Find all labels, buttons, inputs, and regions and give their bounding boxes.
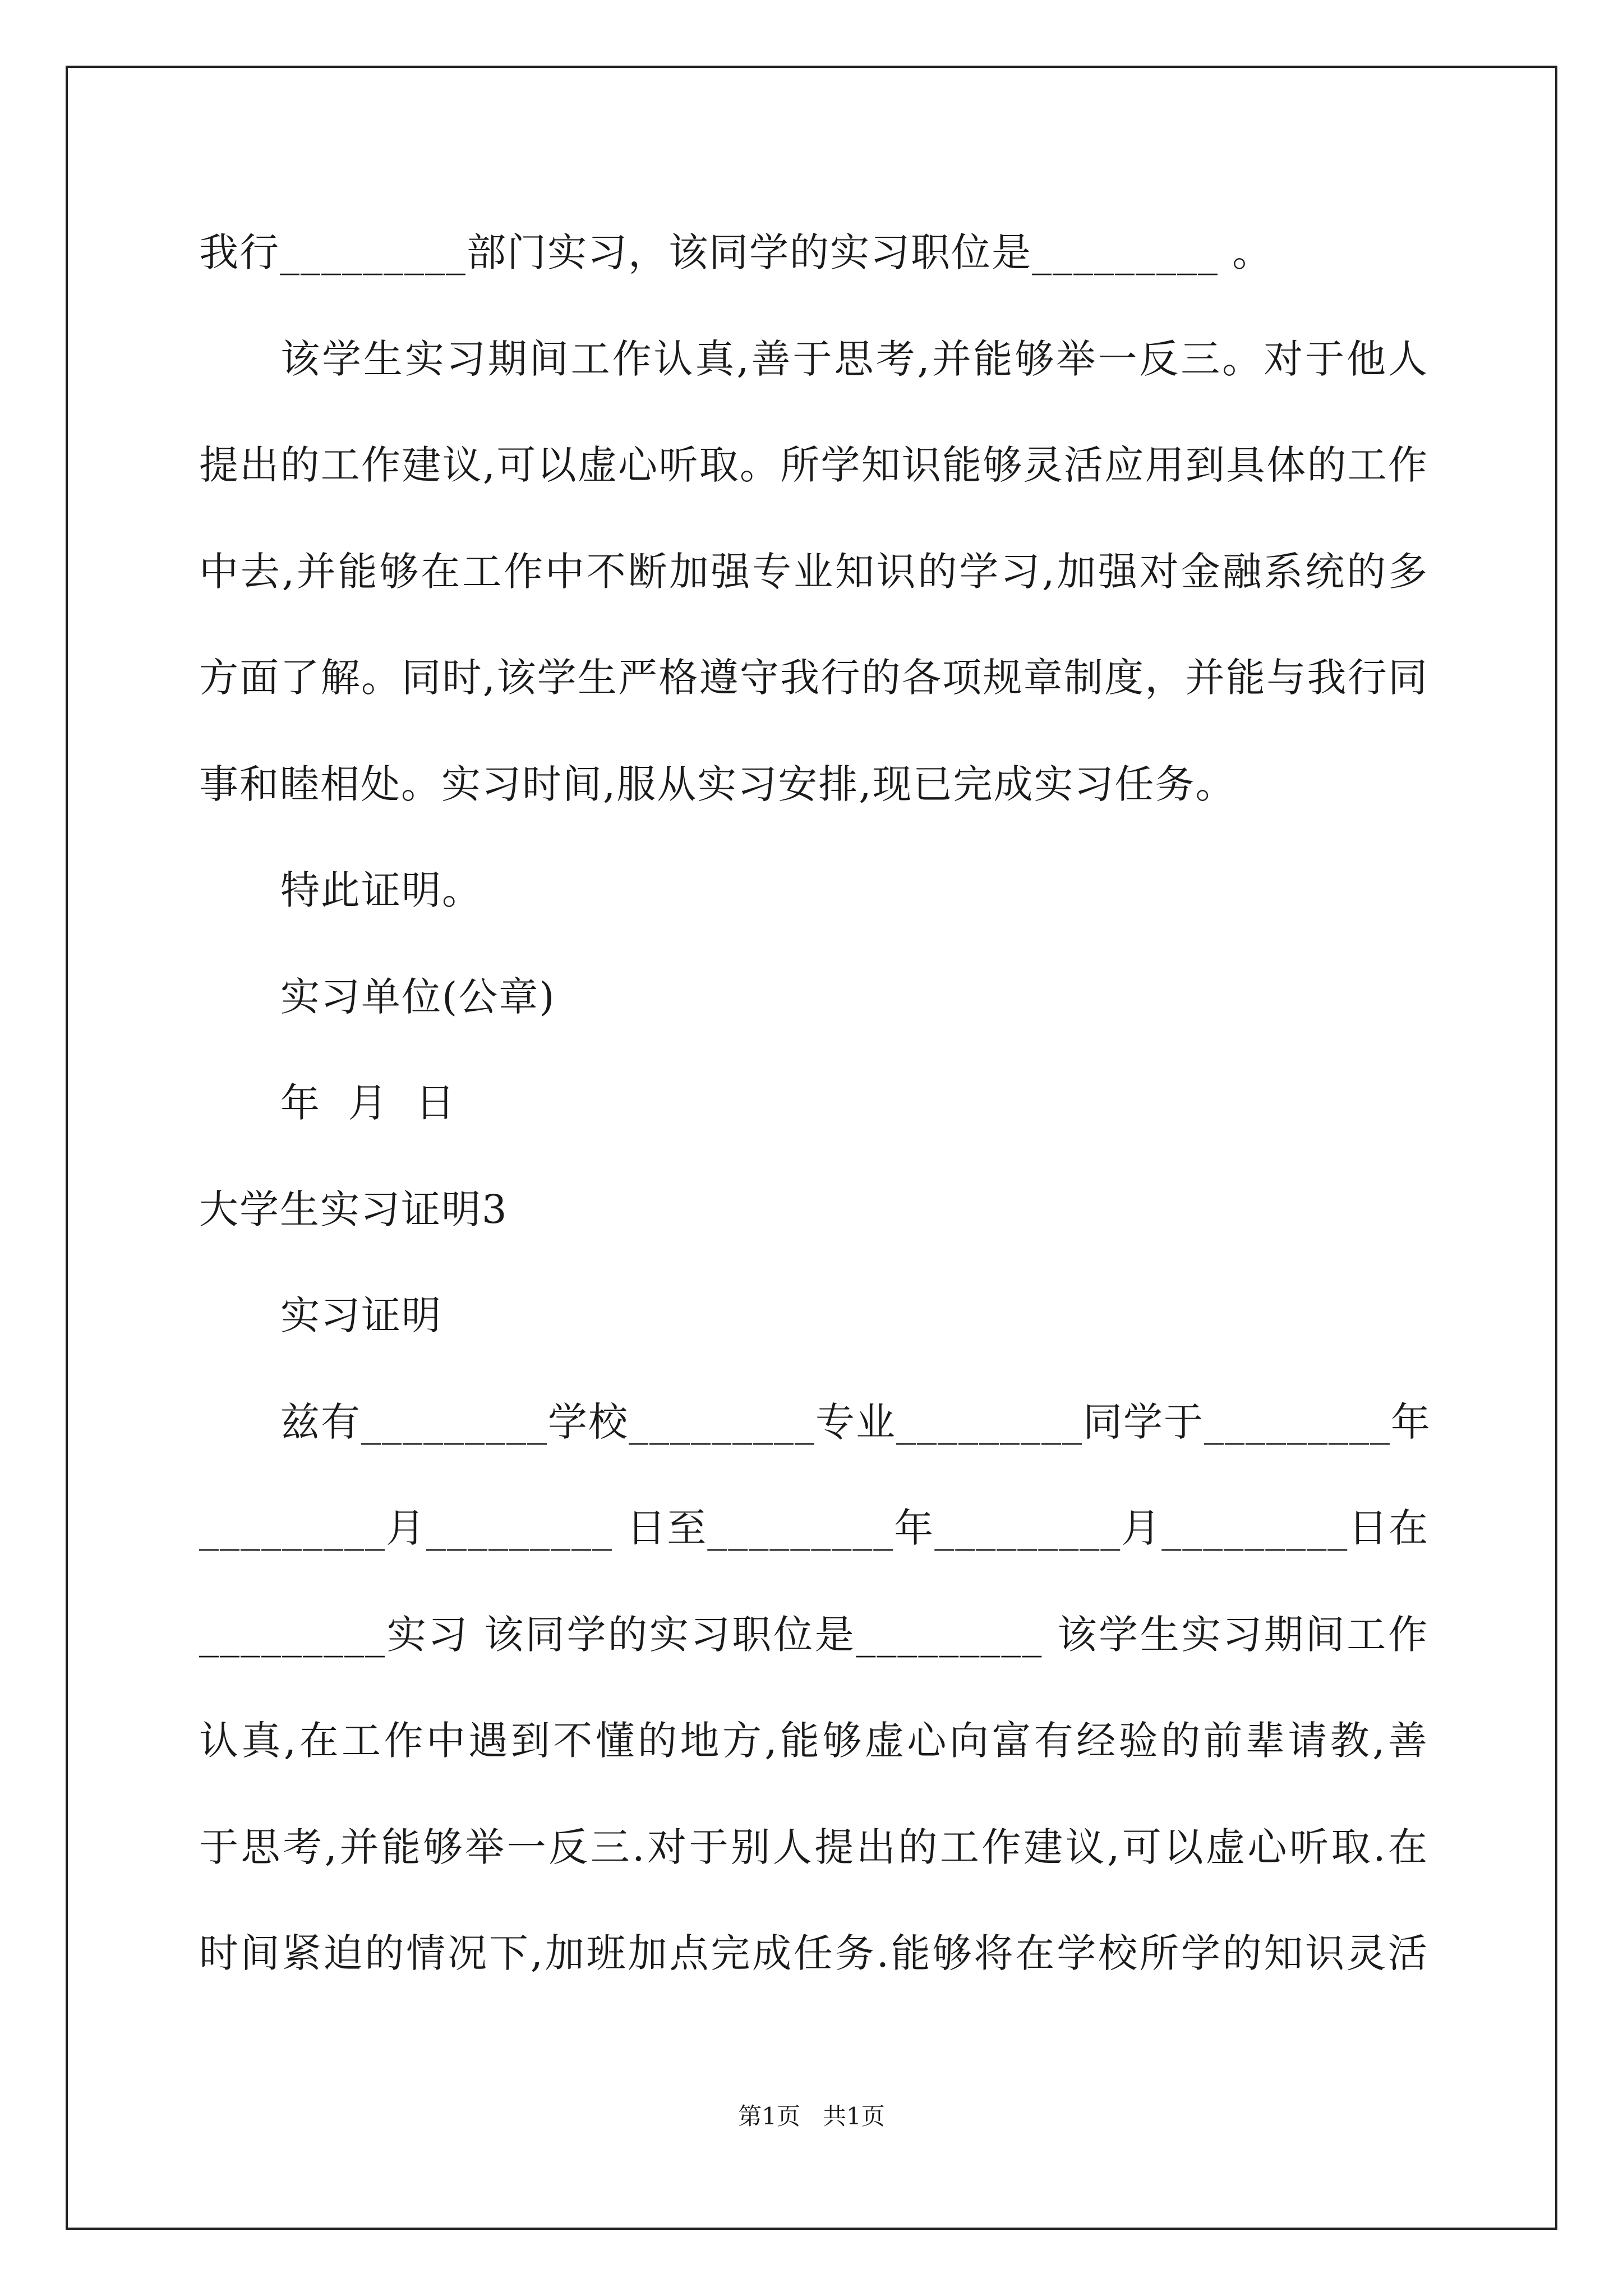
text-line-blanks-school: 兹有_________学校_________专业_________同学于_________年 bbox=[280, 1399, 1431, 1445]
text-line-blanks-dates: _________月_________ 日至_________年_________月_________日在 bbox=[199, 1505, 1430, 1551]
paragraph-second-line-2: 于思考,并能够举一反三.对于别人提出的工作建议,可以虚心听取.在 bbox=[199, 1824, 1428, 1870]
paragraph-evaluation-line-2: 提出的工作建议,可以虚心听取。所学知识能够灵活应用到具体的工作 bbox=[199, 442, 1428, 488]
text-line-blanks-position: _________实习 该同学的实习职位是_________ 该学生实习期间工作 bbox=[199, 1612, 1428, 1658]
paragraph-evaluation-line-5: 事和睦相处。实习时间,服从实习安排,现已完成实习任务。 bbox=[199, 761, 1236, 807]
section-heading: 大学生实习证明3 bbox=[199, 1186, 508, 1232]
paragraph-second-line-3: 时间紧迫的情况下,加班加点完成任务.能够将在学校所学的知识灵活 bbox=[199, 1930, 1428, 1976]
text-line-blanks-department: 我行_________部门实习，该同学的实习职位是_________ 。 bbox=[199, 229, 1273, 275]
certificate-title: 实习证明 bbox=[280, 1292, 442, 1338]
company-seal-label: 实习单位(公章) bbox=[280, 974, 556, 1020]
certification-statement: 特此证明。 bbox=[280, 867, 482, 913]
paragraph-evaluation-line-1: 该学生实习期间工作认真,善于思考,并能够举一反三。对于他人 bbox=[280, 336, 1428, 382]
paragraph-evaluation-line-4: 方面了解。同时,该学生严格遵守我行的各项规章制度，并能与我行同 bbox=[199, 655, 1428, 701]
date-placeholder: 年 月 日 bbox=[280, 1080, 457, 1126]
paragraph-evaluation-line-3: 中去,并能够在工作中不断加强专业知识的学习,加强对金融系统的多 bbox=[199, 549, 1428, 595]
page-footer: 第1页 共1页 bbox=[738, 2102, 885, 2130]
paragraph-second-line-1: 认真,在工作中遇到不懂的地方,能够虚心向富有经验的前辈请教,善 bbox=[199, 1718, 1428, 1764]
